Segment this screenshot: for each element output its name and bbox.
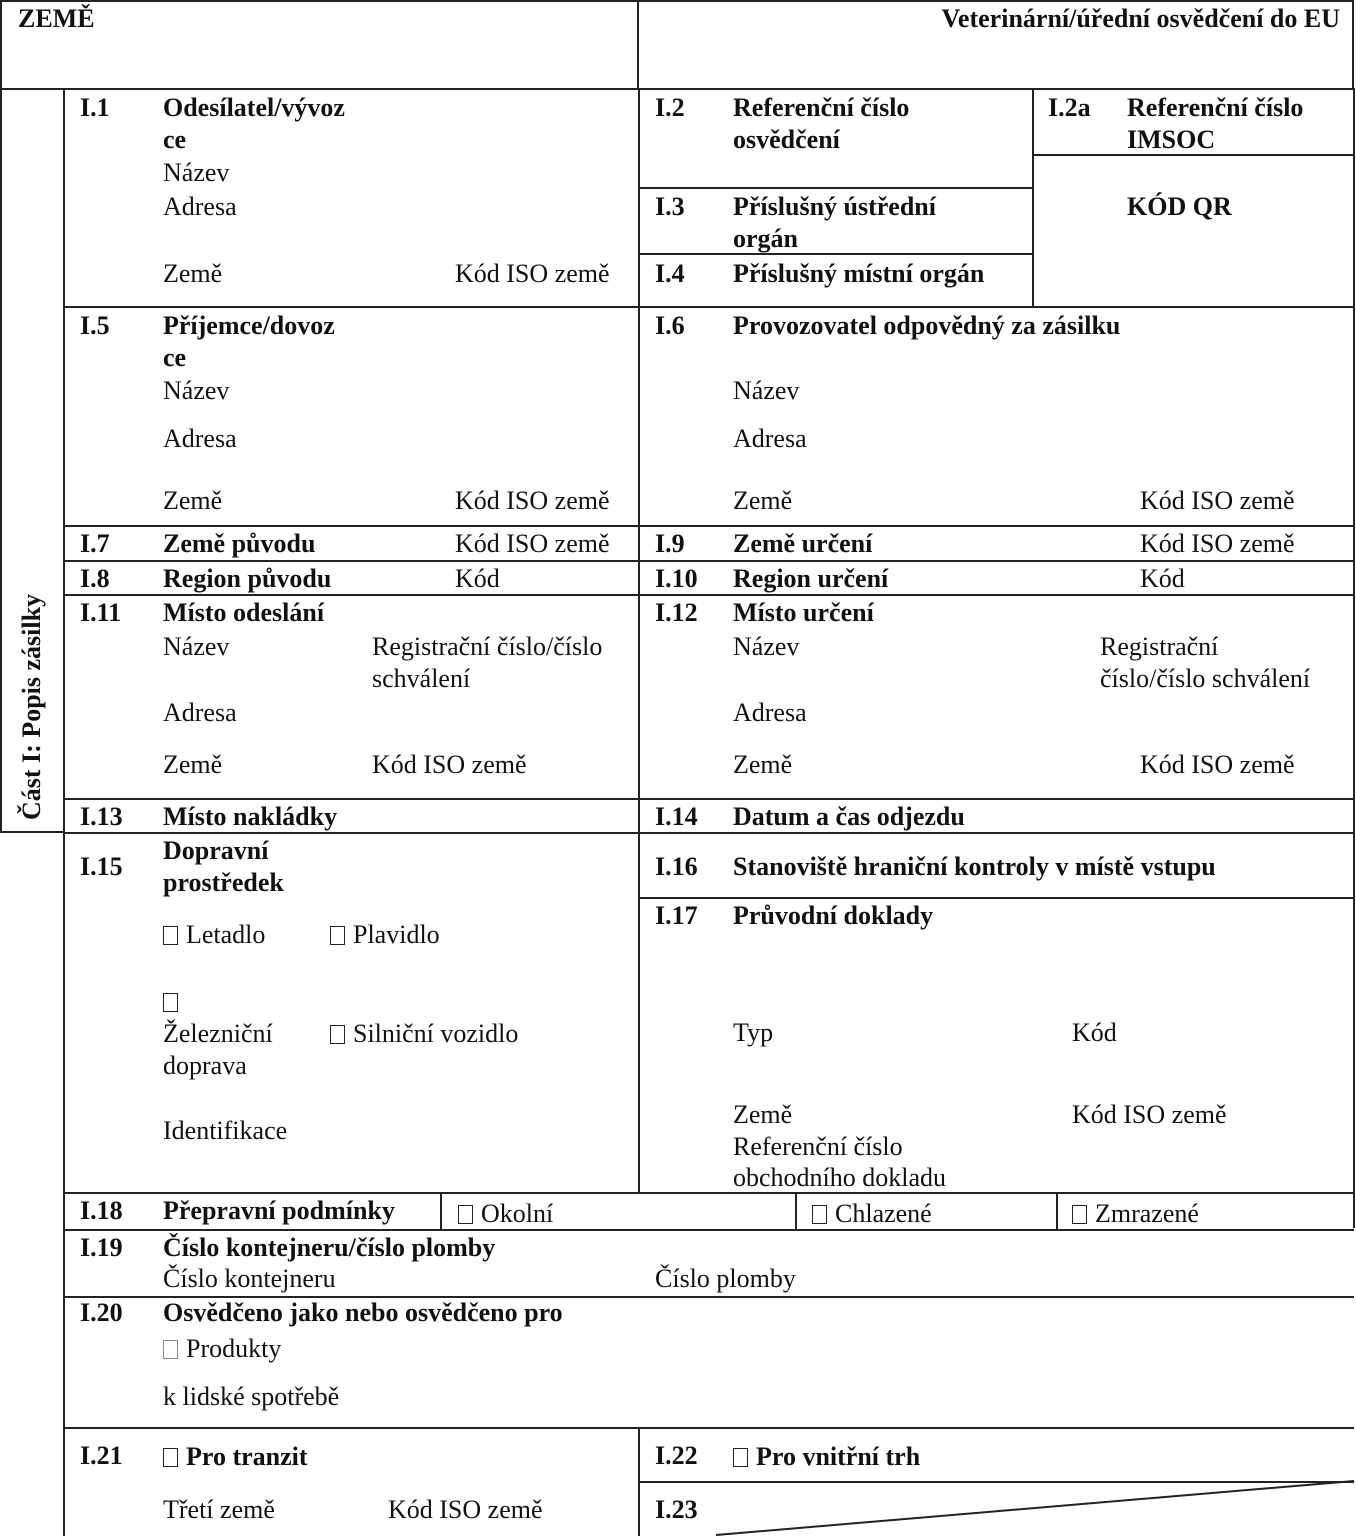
- box-number: I.15: [80, 852, 123, 881]
- box-number: I.4: [655, 259, 685, 288]
- box-number: I.6: [655, 311, 685, 340]
- box-number: I.13: [80, 802, 123, 831]
- box-title: Přepravní podmínky: [163, 1196, 395, 1225]
- box-title: Místo určení: [733, 598, 874, 627]
- field-label: Třetí země: [163, 1495, 275, 1524]
- field-label: Země: [733, 750, 793, 779]
- box-number: I.10: [655, 564, 698, 593]
- field-label: Typ: [733, 1018, 774, 1047]
- field-label: Název: [163, 632, 230, 661]
- option-label: Železniční: [163, 1019, 273, 1048]
- field-label: Kód ISO země: [1140, 529, 1295, 558]
- box-title: ce: [163, 343, 187, 372]
- box-number: I.19: [80, 1233, 123, 1262]
- field-label: Kód ISO země: [455, 259, 610, 288]
- box-number: I.22: [655, 1441, 698, 1470]
- box-number: I.16: [655, 852, 698, 881]
- certificate-title: Veterinární/úřední osvědčení do EU: [941, 4, 1340, 33]
- field-label: Země: [733, 486, 793, 515]
- option-label: Letadlo: [186, 920, 266, 949]
- field-label: Země: [163, 750, 223, 779]
- box-number: I.23: [655, 1495, 698, 1524]
- box-title: Referenční číslo: [733, 93, 910, 122]
- option-label: k lidské spotřebě: [163, 1382, 340, 1411]
- field-label: Kód: [1140, 564, 1185, 593]
- field-label: Registrační: [1100, 632, 1219, 661]
- box-title: Osvědčeno jako nebo osvědčeno pro: [163, 1298, 563, 1327]
- field-label: Kód ISO země: [1140, 750, 1295, 779]
- field-label: Kód ISO země: [372, 750, 527, 779]
- checkbox-okolni[interactable]: [458, 1205, 473, 1224]
- box-number: I.11: [80, 598, 122, 627]
- option-label: Okolní: [481, 1199, 554, 1228]
- option-label: Silniční vozidlo: [353, 1019, 519, 1048]
- box-number: I.20: [80, 1298, 123, 1327]
- field-label: Adresa: [163, 698, 237, 727]
- box-title: Odesílatel/vývoz: [163, 93, 345, 122]
- box-number: I.21: [80, 1441, 123, 1470]
- box-title: Dopravní: [163, 836, 269, 865]
- box-title: IMSOC: [1127, 125, 1216, 154]
- field-label: Číslo kontejneru: [163, 1264, 336, 1293]
- field-label: Kód ISO země: [455, 529, 610, 558]
- field-label: Kód ISO země: [455, 486, 610, 515]
- box-number: I.2a: [1048, 93, 1091, 122]
- box-number: I.14: [655, 802, 698, 831]
- box-number: I.12: [655, 598, 698, 627]
- field-label: Název: [733, 632, 800, 661]
- field-label: Název: [733, 376, 800, 405]
- field-label: Název: [163, 376, 230, 405]
- box-title: Země původu: [163, 529, 316, 558]
- option-label: Produkty: [186, 1334, 282, 1363]
- option-label: Plavidlo: [353, 920, 440, 949]
- checkbox-plavidlo[interactable]: [330, 926, 345, 945]
- box-number: I.9: [655, 529, 685, 558]
- option-label: doprava: [163, 1051, 247, 1080]
- box-title: Region původu: [163, 564, 332, 593]
- box-title: Pro vnitřní trh: [756, 1442, 921, 1471]
- box-number: I.3: [655, 192, 685, 221]
- field-label: Adresa: [163, 192, 237, 221]
- field-label: Referenční číslo: [733, 1132, 903, 1161]
- box-title: Místo odeslání: [163, 598, 325, 627]
- box-title: Referenční číslo: [1127, 93, 1304, 122]
- box-title: Region určení: [733, 564, 889, 593]
- box-title: Země určení: [733, 529, 873, 558]
- checkbox-letadlo[interactable]: [163, 926, 178, 945]
- field-label: Kód: [1072, 1018, 1117, 1047]
- box-title: prostředek: [163, 868, 284, 897]
- checkbox-vnitrni-trh[interactable]: [733, 1448, 748, 1467]
- box-title: Provozovatel odpovědný za zásilku: [733, 311, 1121, 340]
- box-title: Příslušný místní orgán: [733, 259, 985, 288]
- box-number: I.8: [80, 564, 110, 593]
- checkbox-chlazene[interactable]: [812, 1205, 827, 1224]
- box-title: Příslušný ústřední: [733, 192, 936, 221]
- checkbox-zmrazene[interactable]: [1072, 1205, 1087, 1224]
- box-number: I.1: [80, 93, 110, 122]
- field-label: Název: [163, 158, 230, 187]
- field-label: Identifikace: [163, 1116, 288, 1145]
- field-label: Číslo plomby: [655, 1264, 796, 1293]
- field-label: Kód ISO země: [1140, 486, 1295, 515]
- field-label: Kód ISO země: [1072, 1100, 1227, 1129]
- field-label: Adresa: [733, 424, 807, 453]
- field-label: Kód: [455, 564, 500, 593]
- field-label: Registrační číslo/číslo schválení: [372, 632, 603, 693]
- part-label: Část I: Popis zásilky: [17, 593, 46, 820]
- field-label: Adresa: [733, 698, 807, 727]
- field-label: Adresa: [163, 424, 237, 453]
- option-label: Chlazené: [835, 1199, 932, 1228]
- box-title: Číslo kontejneru/číslo plomby: [163, 1233, 496, 1262]
- box-title: Datum a čas odjezdu: [733, 802, 965, 831]
- box-title: Příjemce/dovoz: [163, 311, 335, 340]
- qr-code-label: KÓD QR: [1127, 192, 1232, 221]
- box-title: Průvodní doklady: [733, 901, 934, 930]
- box-number: I.17: [655, 901, 698, 930]
- checkbox-produkty[interactable]: [163, 1340, 178, 1359]
- box-number: I.2: [655, 93, 685, 122]
- field-label: Země: [733, 1100, 793, 1129]
- box-title: Pro tranzit: [186, 1442, 308, 1471]
- field-label: Kód ISO země: [388, 1495, 543, 1524]
- box-title: ce: [163, 125, 187, 154]
- field-label: číslo/číslo schválení: [1100, 664, 1311, 693]
- option-label: Zmrazené: [1095, 1199, 1199, 1228]
- box-number: I.18: [80, 1196, 123, 1225]
- field-label: obchodního dokladu: [733, 1163, 947, 1192]
- checkbox-zeleznice[interactable]: [163, 993, 178, 1012]
- checkbox-silnicni[interactable]: [330, 1025, 345, 1044]
- box-title: osvědčení: [733, 125, 840, 154]
- country-label: ZEMĚ: [18, 4, 95, 33]
- box-title: orgán: [733, 224, 798, 253]
- box-number: I.5: [80, 311, 110, 340]
- box-title: Místo nakládky: [163, 802, 338, 831]
- field-label: Země: [163, 259, 223, 288]
- checkbox-tranzit[interactable]: [163, 1448, 178, 1467]
- box-number: I.7: [80, 529, 110, 558]
- box-title: Stanoviště hraniční kontroly v místě vstupu: [733, 852, 1216, 881]
- field-label: Země: [163, 486, 223, 515]
